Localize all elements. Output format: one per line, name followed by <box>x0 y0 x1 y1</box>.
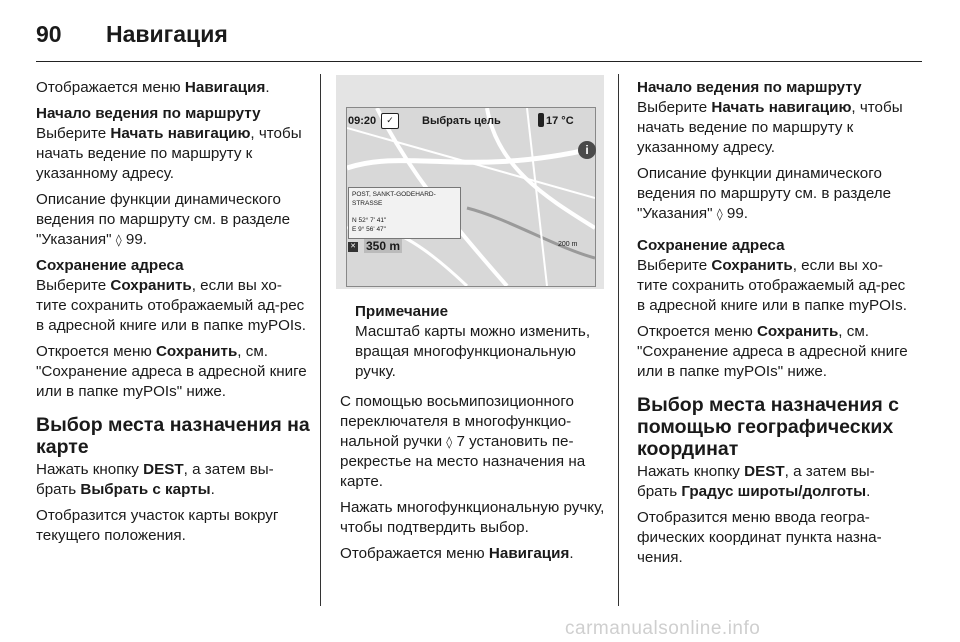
subheading-route-start: Начало ведения по маршруту <box>36 105 261 122</box>
reference-arrow-icon: ◊ <box>716 207 723 221</box>
map-screenshot <box>336 75 604 289</box>
column-1 <box>36 78 310 552</box>
page-number: 90 <box>36 20 62 47</box>
note-box <box>340 302 606 382</box>
note-text: Масштаб карты можно изменить, вращая многофункциональную ручку. <box>355 323 591 380</box>
thermometer-icon <box>538 113 544 127</box>
paragraph-save-address: Выберите Сохранить, если вы хо-тите сохранить отображаемый ад-рес в адресной книге или в папке myPOIs. <box>36 277 306 334</box>
map-clock: 09:20 <box>348 115 377 127</box>
paragraph-confirm: Нажать многофункциональную ручку, чтобы подтвердить выбор. <box>340 499 605 536</box>
reference-arrow-icon: ◊ <box>115 233 122 247</box>
header-rule <box>36 61 922 62</box>
page-title: Навигация <box>106 20 228 47</box>
page-header <box>36 14 228 54</box>
paragraph-dynamic-guidance: Описание функции динамического ведения по маршруту см. в разделе "Указания" ◊ 99. <box>637 165 892 222</box>
subheading-save-address: Сохранение адреса <box>36 257 184 274</box>
paragraph-nav-menu: Отображается меню Навигация. <box>340 545 574 562</box>
paragraph-route-start: Выберите Начать навигацию, чтобы начать ведение по маршруту к указанному адресу. <box>637 99 903 156</box>
section-heading-map-destination: Выбор места назначения на карте <box>36 414 310 458</box>
note-label: Примечание <box>355 303 449 320</box>
popup-longitude: E 9° 56' 47" <box>352 226 386 233</box>
column-3 <box>637 78 913 574</box>
paragraph-coord-menu: Отобразится меню ввода геогра-фических координат пункта назна-чения. <box>637 509 882 566</box>
paragraph-crosshair: С помощью восьмипозиционного переключателя в многофункцио-нальной ручки ◊ 7 установить пе-рекрестье на место назначения на карте. <box>340 393 586 490</box>
map-scale-left: 350 m <box>366 239 401 253</box>
section-heading-coordinates: Выбор места назначения с помощью географических координат <box>637 394 899 460</box>
paragraph-save-menu: Откроется меню Сохранить, см. "Сохранение адреса в адресной книге или в папке myPOIs" ниже. <box>36 343 307 400</box>
popup-street: POST, SANKT-GODEHARD-STRASSE <box>352 191 436 207</box>
paragraph-press-dest: Нажать кнопку DEST, а затем вы-брать Выбрать с карты. <box>36 461 274 498</box>
map-temperature: 17 °C <box>546 115 574 127</box>
map-status-icon: ✓ <box>381 113 399 129</box>
popup-latitude: N 52° 7' 41" <box>352 217 387 224</box>
column-divider-2 <box>618 74 619 606</box>
paragraph-save-address: Выберите Сохранить, если вы хо-тите сохранить отображаемый ад-рес в адресной книге или в папке myPOIs. <box>637 257 907 314</box>
info-icon: i <box>578 141 596 159</box>
map-location-popup <box>348 187 461 239</box>
close-icon: ✕ <box>348 242 358 252</box>
paragraph-map-shown: Отобразится участок карты вокруг текущего положения. <box>36 507 279 544</box>
subheading-route-start: Начало ведения по маршруту <box>637 79 862 96</box>
paragraph-route-start: Выберите Начать навигацию, чтобы начать ведение по маршруту к указанному адресу. <box>36 125 302 182</box>
reference-arrow-icon: ◊ <box>446 435 453 449</box>
paragraph-press-dest: Нажать кнопку DEST, а затем вы-брать Градус широты/долготы. <box>637 463 875 500</box>
map-scale-right: 200 m <box>558 241 578 248</box>
paragraph-intro: Отображается меню Навигация. <box>36 79 270 96</box>
paragraph-dynamic-guidance: Описание функции динамического ведения по маршруту см. в разделе "Указания" ◊ 99. <box>36 191 291 248</box>
paragraph-save-menu: Откроется меню Сохранить, см. "Сохранение адреса в адресной книге или в папке myPOIs" ниже. <box>637 323 908 380</box>
subheading-save-address: Сохранение адреса <box>637 237 785 254</box>
column-2 <box>340 298 606 570</box>
watermark: carmanualsonline.info <box>565 618 761 639</box>
column-divider-1 <box>320 74 321 606</box>
map-screen-title: Выбрать цель <box>422 115 501 127</box>
